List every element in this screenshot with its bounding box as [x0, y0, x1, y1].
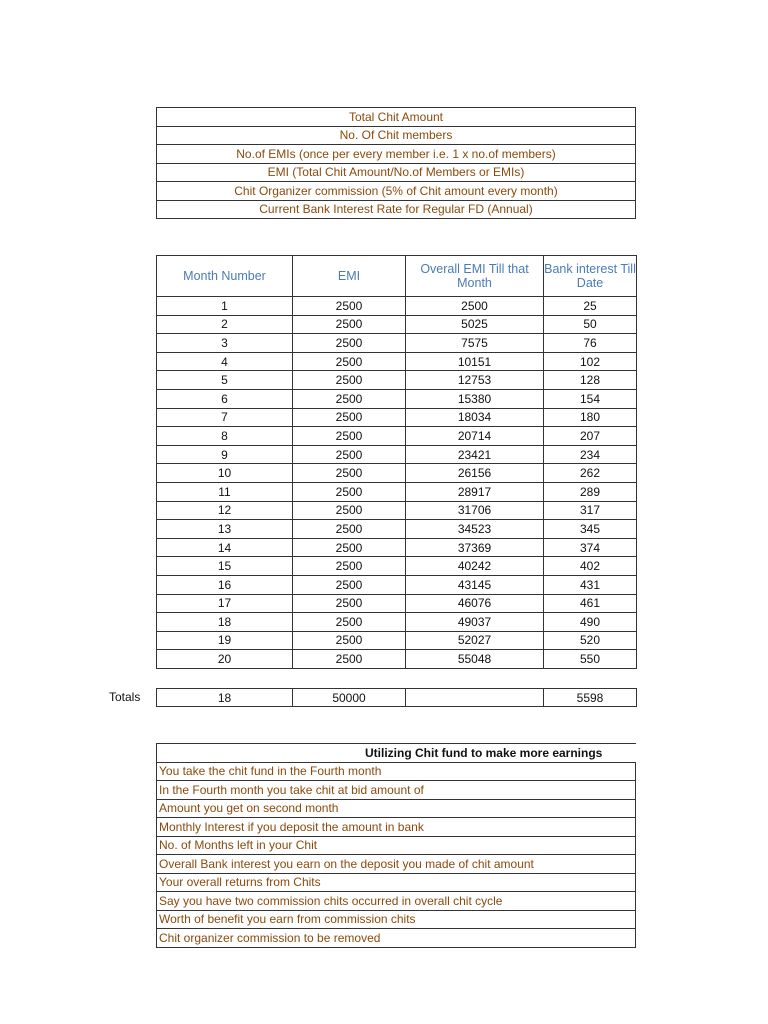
- cell-overall-emi: 2500: [406, 297, 544, 316]
- cell-bank-interest: 102: [544, 352, 637, 371]
- cell-emi: 2500: [293, 334, 406, 353]
- cell-emi: 2500: [293, 371, 406, 390]
- earnings-label: No. of Months left in your Chit: [157, 836, 636, 855]
- cell-bank-interest: 490: [544, 613, 637, 632]
- table-row: [157, 371, 637, 390]
- cell-overall-emi: 31706: [406, 501, 544, 520]
- info-row: [157, 145, 636, 164]
- table-row: [157, 334, 637, 353]
- cell-bank-interest: 461: [544, 594, 637, 613]
- chit-info-table: [156, 107, 636, 219]
- cell-bank-interest: 207: [544, 427, 637, 446]
- cell-emi: 2500: [293, 501, 406, 520]
- earnings-row: [157, 910, 636, 929]
- cell-bank-interest: 345: [544, 520, 637, 539]
- cell-emi: 2500: [293, 613, 406, 632]
- table-row: [157, 352, 637, 371]
- cell-bank-interest: 262: [544, 464, 637, 483]
- cell-bank-interest: 180: [544, 408, 637, 427]
- cell-bank-interest: 76: [544, 334, 637, 353]
- cell-bank-interest: 374: [544, 538, 637, 557]
- info-row: [157, 182, 636, 201]
- earnings-row: [157, 855, 636, 874]
- info-row: [157, 108, 636, 127]
- cell-overall-emi: 15380: [406, 389, 544, 408]
- cell-bank-interest: 317: [544, 501, 637, 520]
- table-row: [157, 594, 637, 613]
- header-month-number: Month Number: [157, 256, 293, 297]
- earnings-row: [157, 781, 636, 800]
- table-row: [157, 538, 637, 557]
- info-label: Chit Organizer commission (5% of Chit amount every month): [157, 182, 636, 201]
- cell-overall-emi: 10151: [406, 352, 544, 371]
- cell-month-number: 6: [157, 389, 293, 408]
- earnings-heading: Utilizing Chit fund to make more earnings: [157, 744, 636, 763]
- cell-month-number: 11: [157, 482, 293, 501]
- cell-overall-emi: 43145: [406, 575, 544, 594]
- totals-row: [157, 689, 637, 707]
- cell-overall-emi: 20714: [406, 427, 544, 446]
- earnings-row: [157, 836, 636, 855]
- info-label: No.of EMIs (once per every member i.e. 1 x no.of members): [157, 145, 636, 164]
- cell-overall-emi: 7575: [406, 334, 544, 353]
- earnings-row: [157, 818, 636, 837]
- cell-bank-interest: 154: [544, 389, 637, 408]
- table-row: [157, 520, 637, 539]
- cell-month-number: 19: [157, 631, 293, 650]
- info-label: Current Bank Interest Rate for Regular FD (Annual): [157, 200, 636, 219]
- totals-overall-emi: [406, 689, 544, 707]
- earnings-label: Overall Bank interest you earn on the deposit you made of chit amount: [157, 855, 636, 874]
- cell-overall-emi: 49037: [406, 613, 544, 632]
- cell-emi: 2500: [293, 538, 406, 557]
- cell-emi: 2500: [293, 594, 406, 613]
- earnings-label: Amount you get on second month: [157, 799, 636, 818]
- table-row: [157, 575, 637, 594]
- cell-month-number: 8: [157, 427, 293, 446]
- cell-month-number: 3: [157, 334, 293, 353]
- earnings-row: [157, 873, 636, 892]
- cell-bank-interest: 550: [544, 650, 637, 669]
- earnings-row: [157, 799, 636, 818]
- cell-month-number: 14: [157, 538, 293, 557]
- cell-overall-emi: 37369: [406, 538, 544, 557]
- cell-month-number: 1: [157, 297, 293, 316]
- table-row: [157, 408, 637, 427]
- totals-table: [156, 688, 637, 707]
- cell-month-number: 4: [157, 352, 293, 371]
- cell-emi: 2500: [293, 389, 406, 408]
- info-label: No. Of Chit members: [157, 126, 636, 145]
- cell-bank-interest: 289: [544, 482, 637, 501]
- cell-emi: 2500: [293, 408, 406, 427]
- cell-overall-emi: 12753: [406, 371, 544, 390]
- header-bank-interest: Bank interest Till Date: [544, 256, 637, 297]
- cell-emi: 2500: [293, 427, 406, 446]
- table-row: [157, 631, 637, 650]
- earnings-label: Your overall returns from Chits: [157, 873, 636, 892]
- cell-emi: 2500: [293, 557, 406, 576]
- earnings-heading-row: [157, 744, 636, 763]
- cell-emi: 2500: [293, 464, 406, 483]
- cell-emi: 2500: [293, 520, 406, 539]
- cell-month-number: 20: [157, 650, 293, 669]
- table-row: [157, 613, 637, 632]
- table-row: [157, 482, 637, 501]
- cell-emi: 2500: [293, 650, 406, 669]
- table-row: [157, 389, 637, 408]
- cell-month-number: 15: [157, 557, 293, 576]
- cell-emi: 2500: [293, 352, 406, 371]
- earnings-table: [156, 743, 636, 948]
- totals-label: Totals: [109, 690, 141, 704]
- earnings-label: You take the chit fund in the Fourth month: [157, 762, 636, 781]
- table-row: [157, 464, 637, 483]
- totals-month-count: 18: [157, 689, 293, 707]
- cell-bank-interest: 520: [544, 631, 637, 650]
- earnings-row: [157, 929, 636, 948]
- earnings-row: [157, 762, 636, 781]
- table-row: [157, 297, 637, 316]
- cell-emi: 2500: [293, 631, 406, 650]
- cell-overall-emi: 28917: [406, 482, 544, 501]
- table-header-row: [157, 256, 637, 297]
- table-row: [157, 557, 637, 576]
- cell-emi: 2500: [293, 482, 406, 501]
- table-row: [157, 650, 637, 669]
- cell-month-number: 7: [157, 408, 293, 427]
- cell-overall-emi: 34523: [406, 520, 544, 539]
- table-row: [157, 315, 637, 334]
- cell-month-number: 18: [157, 613, 293, 632]
- cell-overall-emi: 46076: [406, 594, 544, 613]
- table-row: [157, 501, 637, 520]
- info-label: Total Chit Amount: [157, 108, 636, 127]
- earnings-label: In the Fourth month you take chit at bid amount of: [157, 781, 636, 800]
- cell-month-number: 12: [157, 501, 293, 520]
- cell-overall-emi: 52027: [406, 631, 544, 650]
- cell-month-number: 16: [157, 575, 293, 594]
- header-emi: EMI: [293, 256, 406, 297]
- header-overall-emi: Overall EMI Till that Month: [406, 256, 544, 297]
- info-label: EMI (Total Chit Amount/No.of Members or EMIs): [157, 163, 636, 182]
- totals-bank-interest: 5598: [544, 689, 637, 707]
- cell-month-number: 9: [157, 445, 293, 464]
- cell-emi: 2500: [293, 445, 406, 464]
- cell-emi: 2500: [293, 315, 406, 334]
- cell-overall-emi: 40242: [406, 557, 544, 576]
- cell-bank-interest: 50: [544, 315, 637, 334]
- cell-bank-interest: 128: [544, 371, 637, 390]
- cell-month-number: 17: [157, 594, 293, 613]
- cell-month-number: 5: [157, 371, 293, 390]
- info-row: [157, 200, 636, 219]
- cell-bank-interest: 25: [544, 297, 637, 316]
- earnings-label: Say you have two commission chits occurred in overall chit cycle: [157, 892, 636, 911]
- cell-bank-interest: 431: [544, 575, 637, 594]
- cell-emi: 2500: [293, 297, 406, 316]
- earnings-label: Chit organizer commission to be removed: [157, 929, 636, 948]
- cell-overall-emi: 26156: [406, 464, 544, 483]
- cell-overall-emi: 23421: [406, 445, 544, 464]
- earnings-label: Worth of benefit you earn from commission chits: [157, 910, 636, 929]
- cell-bank-interest: 402: [544, 557, 637, 576]
- earnings-row: [157, 892, 636, 911]
- cell-emi: 2500: [293, 575, 406, 594]
- cell-overall-emi: 55048: [406, 650, 544, 669]
- table-row: [157, 445, 637, 464]
- emi-schedule-table: [156, 255, 637, 669]
- earnings-label: Monthly Interest if you deposit the amount in bank: [157, 818, 636, 837]
- cell-month-number: 10: [157, 464, 293, 483]
- cell-month-number: 2: [157, 315, 293, 334]
- info-row: [157, 126, 636, 145]
- totals-emi-sum: 50000: [293, 689, 406, 707]
- cell-overall-emi: 5025: [406, 315, 544, 334]
- cell-overall-emi: 18034: [406, 408, 544, 427]
- info-row: [157, 163, 636, 182]
- table-row: [157, 427, 637, 446]
- cell-month-number: 13: [157, 520, 293, 539]
- cell-bank-interest: 234: [544, 445, 637, 464]
